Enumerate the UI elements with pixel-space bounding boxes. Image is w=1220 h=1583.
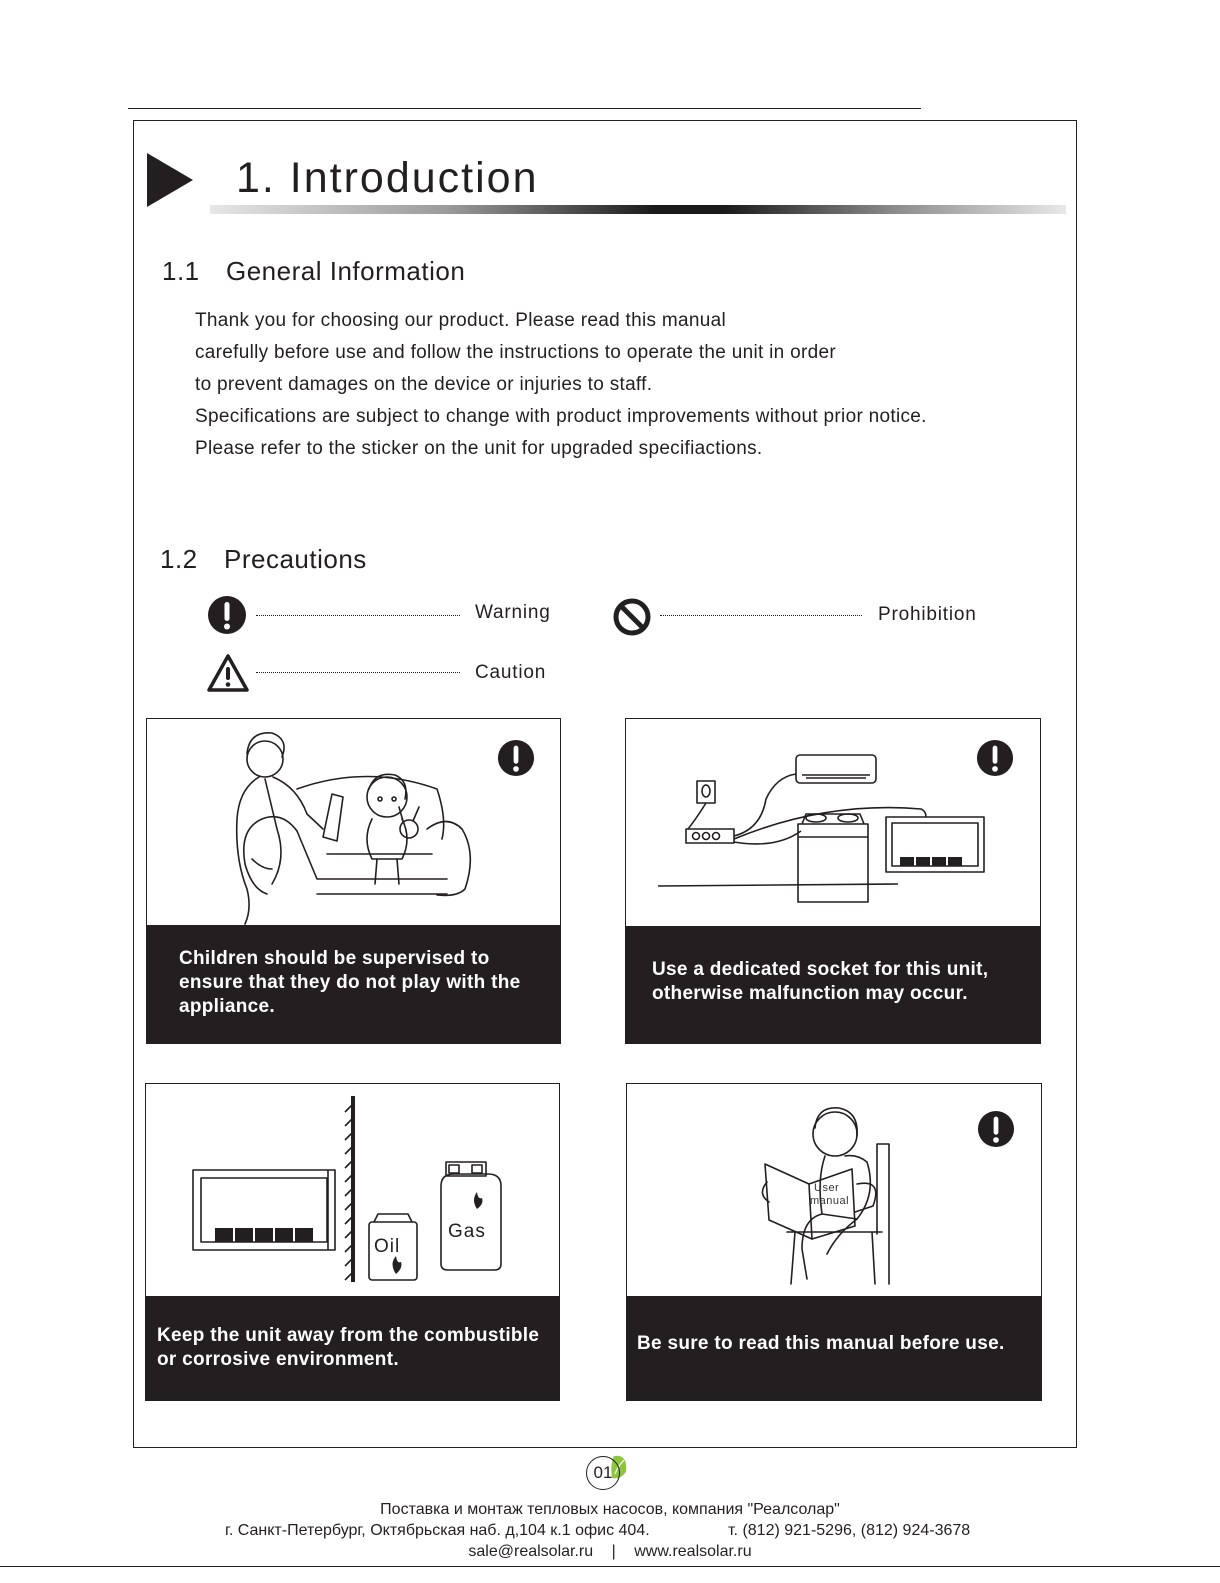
footer-website[interactable]: www.realsolar.ru bbox=[634, 1543, 752, 1560]
caption-line: appliance. bbox=[179, 996, 275, 1017]
panel-caption bbox=[147, 925, 560, 1043]
intro-line: Thank you for choosing our product. Please read this manual bbox=[195, 310, 726, 331]
intro-line: Specifications are subject to change with product improvements without prior notice. bbox=[195, 406, 927, 427]
intro-line: to prevent damages on the device or injuries to staff. bbox=[195, 374, 653, 395]
warning-icon bbox=[976, 739, 1014, 777]
page-title: 1. Introduction bbox=[236, 154, 539, 202]
panel-caption bbox=[146, 1296, 559, 1400]
book-label-line2: manual bbox=[810, 1195, 850, 1207]
warning-icon bbox=[977, 1110, 1015, 1148]
legend-caution-label: Caution bbox=[475, 662, 547, 683]
caution-icon bbox=[206, 653, 250, 693]
dotted-leader bbox=[256, 615, 460, 616]
footer-web bbox=[0, 1543, 1220, 1561]
book-label-line1: User bbox=[814, 1182, 840, 1194]
section-title: General Information bbox=[226, 256, 466, 286]
precaution-panel-read-manual bbox=[626, 1083, 1042, 1401]
section-number: 1.2 bbox=[160, 544, 198, 574]
caption-line: Use a dedicated socket for this unit, bbox=[652, 959, 989, 980]
section-number: 1.1 bbox=[162, 256, 200, 286]
footer-email[interactable]: sale@realsolar.ru bbox=[468, 1543, 594, 1560]
page-number: 01 bbox=[586, 1456, 620, 1490]
panel-caption bbox=[627, 1296, 1041, 1400]
precaution-panel-children bbox=[146, 718, 561, 1044]
footer-company: Поставка и монтаж тепловых насосов, компания "Реалсолар" bbox=[380, 1501, 840, 1518]
play-arrow-icon bbox=[147, 153, 193, 207]
dotted-leader bbox=[660, 615, 862, 616]
caption-line: Keep the unit away from the combustible bbox=[157, 1325, 540, 1346]
combustible-environment-illustration bbox=[146, 1084, 560, 1299]
caption-line: Be sure to read this manual before use. bbox=[637, 1333, 1005, 1354]
oil-label: Oil bbox=[374, 1236, 401, 1257]
intro-paragraph bbox=[195, 305, 927, 465]
footer-separator: | bbox=[611, 1543, 616, 1560]
footer-address: г. Санкт-Петербург, Октябрьская наб. д,104 к.1 офис 404. bbox=[225, 1522, 650, 1539]
caption-line: or corrosive environment. bbox=[157, 1349, 399, 1370]
intro-line: Please refer to the sticker on the unit for upgraded specifiactions. bbox=[195, 438, 763, 459]
section-heading-precautions bbox=[160, 544, 367, 575]
header-rule bbox=[128, 108, 921, 109]
footer-phone: т. (812) 921-5296, (812) 924-3678 bbox=[728, 1522, 971, 1539]
warning-icon bbox=[207, 595, 247, 635]
gas-label: Gas bbox=[448, 1221, 486, 1242]
caption-line: otherwise malfunction may occur. bbox=[652, 983, 968, 1004]
intro-line: carefully before use and follow the instructions to operate the unit in order bbox=[195, 342, 836, 363]
section-title: Precautions bbox=[224, 544, 367, 574]
legend-prohibition-label: Prohibition bbox=[878, 604, 977, 625]
footer-rule bbox=[0, 1566, 1220, 1567]
panel-caption bbox=[626, 926, 1040, 1043]
warning-icon bbox=[497, 739, 535, 777]
precaution-panel-socket bbox=[625, 718, 1041, 1044]
dotted-leader bbox=[256, 672, 460, 673]
caption-line: ensure that they do not play with the bbox=[179, 972, 521, 993]
legend-warning-label: Warning bbox=[475, 602, 551, 623]
prohibition-icon bbox=[612, 597, 652, 637]
section-heading-general-info bbox=[162, 256, 465, 287]
precaution-panel-combustible bbox=[145, 1083, 560, 1401]
caption-line: Children should be supervised to bbox=[179, 948, 490, 969]
title-gradient-bar bbox=[210, 205, 1066, 214]
